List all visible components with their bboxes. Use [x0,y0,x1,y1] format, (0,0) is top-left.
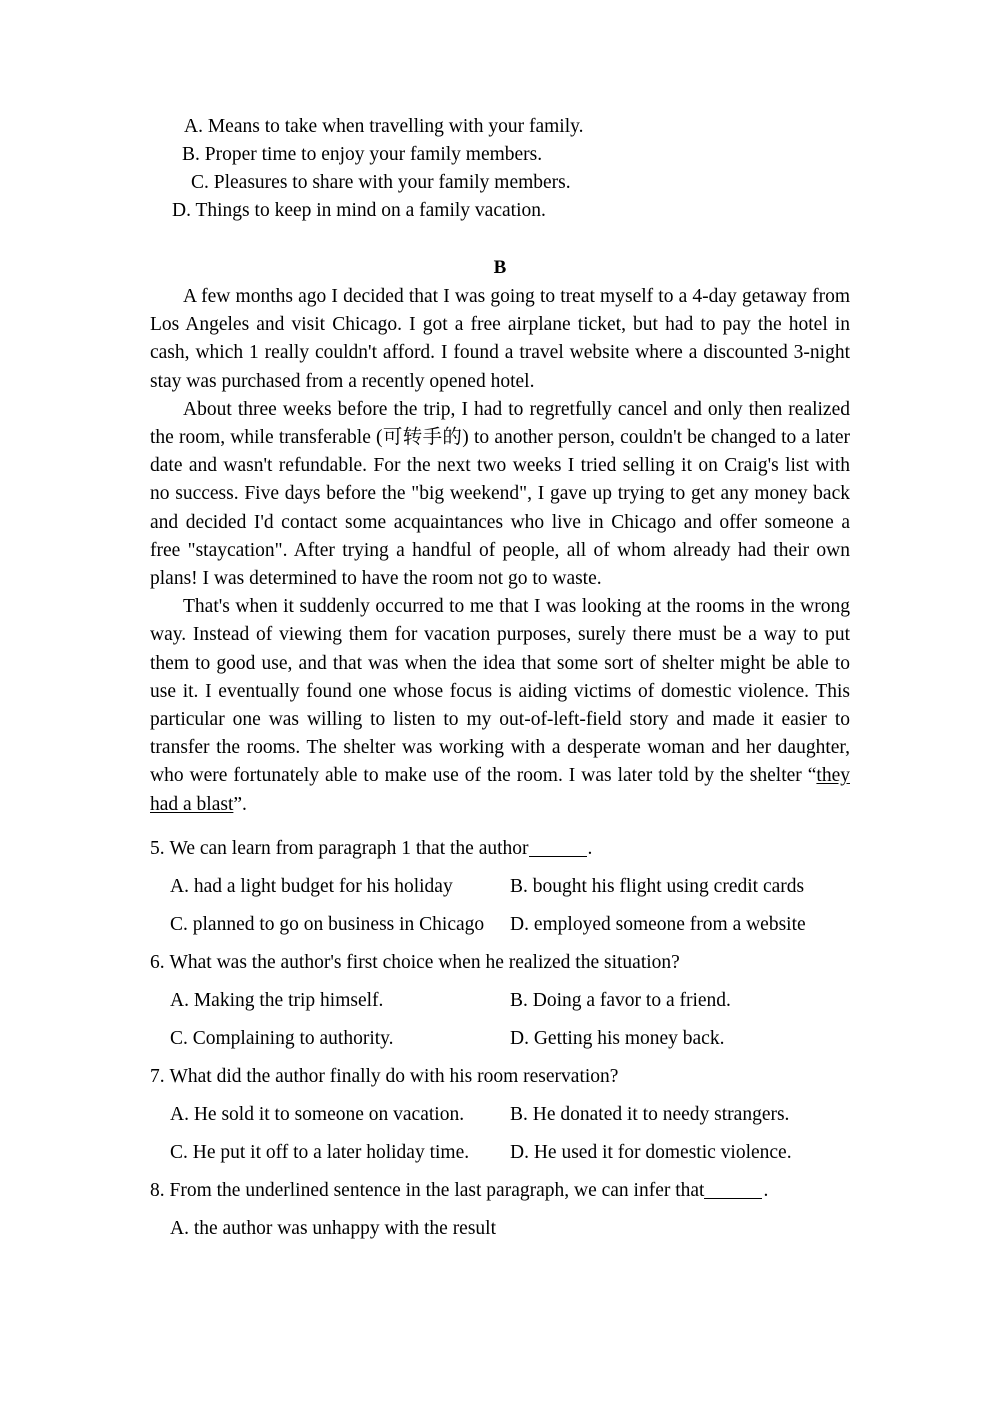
option-c: C. Pleasures to share with your family members. [191,172,571,193]
question-5-option-d[interactable]: D. employed someone from a website [510,914,806,935]
option-b: B. Proper time to enjoy your family members. [182,144,543,165]
answer-blank[interactable] [529,856,587,857]
reading-passage [150,283,850,819]
question-6 [150,944,856,1058]
question-6-options-row-2 [150,1020,856,1058]
question-5-options-row-1 [150,868,856,906]
question-6-options-row-1 [150,982,856,1020]
question-6-option-b[interactable]: B. Doing a favor to a friend. [510,990,731,1011]
question-8-stem [150,1172,856,1210]
question-7-option-b[interactable]: B. He donated it to needy strangers. [510,1104,790,1125]
question-5-stem-tail: . [587,838,593,859]
question-5-option-a[interactable]: A. had a light budget for his holiday [170,876,453,897]
option-a: A. Means to take when travelling with your family. [184,116,584,137]
section-heading-letter: B [493,257,507,278]
question-8-stem-text: From the underlined sentence in the last paragraph, we can infer that [169,1180,705,1201]
question-8 [150,1172,856,1248]
question-5-options-row-2 [150,906,856,944]
paragraph-3-text-before-quote: That's when it suddenly occurred to me that I was looking at the rooms in the wrong way. Instead of viewing them for vacation purposes, surely there must be a way to put them to good use, and that was when the idea that some sort of shelter might be able to use it. I eventually found one whose focus is aiding victims of domestic violence. This particular one was willing to listen to my out-of-left-field story and made it easier to transfer the rooms. The shelter was working with a desperate woman and her daughter, who were fortunately able to make use of the room. I was later told by the shelter “ [150,596,850,787]
option-d: D. Things to keep in mind on a family vacation. [172,200,546,221]
question-6-option-a[interactable]: A. Making the trip himself. [170,990,384,1011]
passage-paragraph-1: A few months ago I decided that I was going to treat myself to a 4-day getaway from Los Angeles and visit Chicago. I got a free airplane ticket, but had to pay the hotel in cash, which 1 really couldn't afford. I found a travel website where a discounted 3-night stay was purchased from a recently opened hotel. [150,286,850,392]
question-5-number: 5. [150,838,165,859]
question-6-stem [150,944,856,982]
question-6-stem-text: What was the author's first choice when he realized the situation? [169,952,680,973]
question-7 [150,1058,856,1172]
passage-paragraph-2: About three weeks before the trip, I had to regretfully cancel and only then realized the room, while transferable (可转手的) to another person, couldn't be changed to a later date and wasn't refundable. For the next two weeks I tried selling it on Craig's list with no success. Five days before the "big weekend", I gave up trying to get any money back and decided I'd contact some acquaintances who live in Chicago and offer someone a free "staycation". After trying a handful of people, all of whom already had their own plans! I was determined to have the room not go to waste. [150,398,850,590]
paragraph-3-text-after-quote: ”. [233,793,247,815]
question-6-option-d[interactable]: D. Getting his money back. [510,1028,725,1049]
question-7-stem-text: What did the author finally do with his room reservation? [169,1066,619,1087]
question-list [150,830,856,1248]
question-5 [150,830,856,944]
question-8-stem-tail: . [763,1180,769,1201]
question-7-number: 7. [150,1066,165,1087]
document-page [150,0,850,1414]
question-5-stem [150,830,856,868]
question-7-options-row-1 [150,1096,856,1134]
question-7-stem [150,1058,856,1096]
question-5-option-c[interactable]: C. planned to go on business in Chicago [170,914,485,935]
underlined-phrase: they had a blast [150,765,850,815]
question-7-option-d[interactable]: D. He used it for domestic violence. [510,1142,792,1163]
question-7-option-a[interactable]: A. He sold it to someone on vacation. [170,1104,465,1125]
question-7-option-c[interactable]: C. He put it off to a later holiday time. [170,1142,470,1163]
question-6-option-c[interactable]: C. Complaining to authority. [170,1028,394,1049]
question-8-number: 8. [150,1180,165,1201]
question-7-options-row-2 [150,1134,856,1172]
question-5-stem-text: We can learn from paragraph 1 that the author [169,838,529,859]
question-6-number: 6. [150,952,165,973]
previous-question-options [150,113,850,225]
answer-blank[interactable] [704,1198,762,1199]
question-8-option-a[interactable]: A. the author was unhappy with the result [170,1218,497,1239]
passage-paragraph-3 [150,593,850,819]
question-5-option-b[interactable]: B. bought his flight using credit cards [510,876,805,897]
